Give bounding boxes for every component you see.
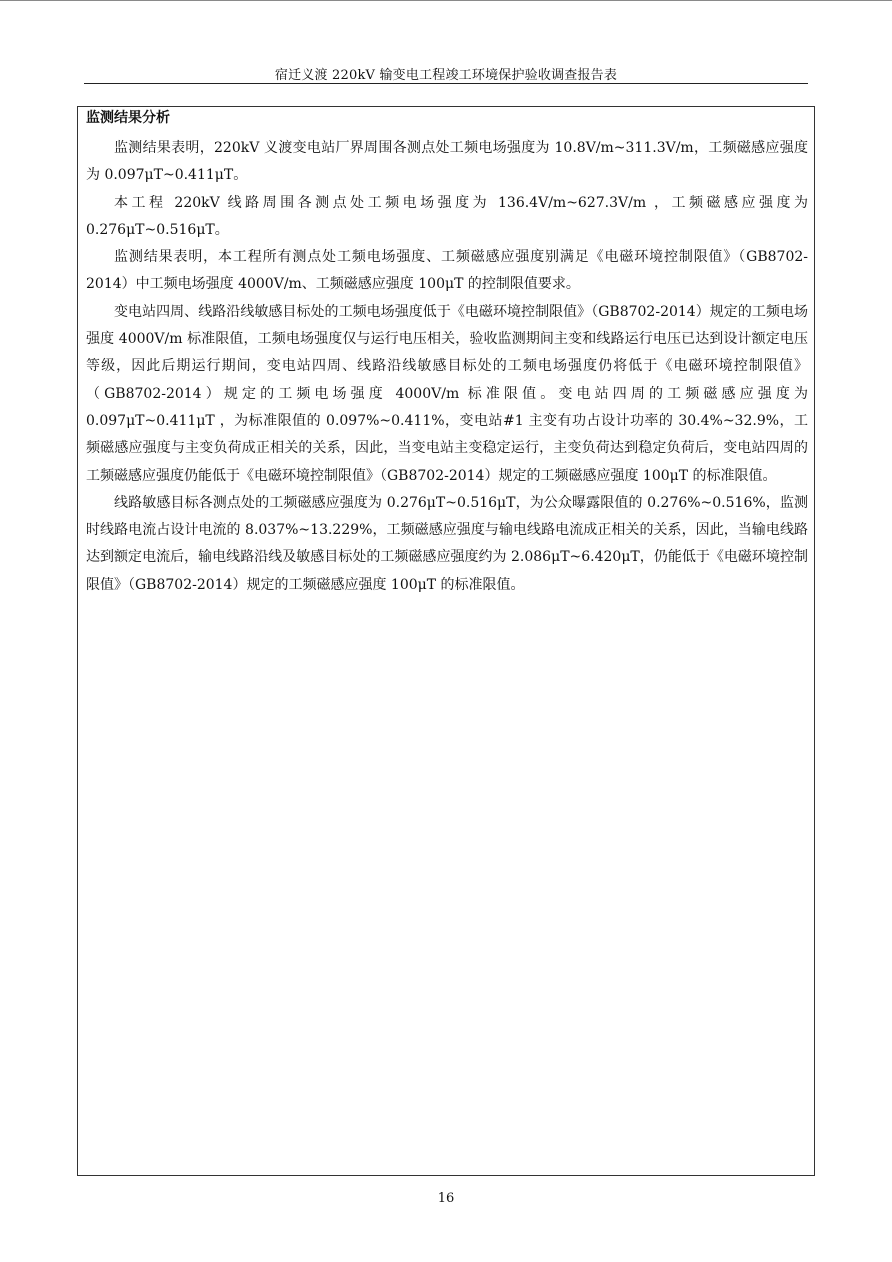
- paragraph-line-results: 本工程 220kV 线路周围各测点处工频电场强度为 136.4V/m~627.3V/m ，工频磁感应强度为 0.276μT~0.516μT。: [86, 194, 808, 238]
- header-divider: [84, 83, 808, 84]
- section-heading: 监测结果分析: [86, 110, 170, 126]
- paragraph-magnetic-field-analysis: 线路敏感目标各测点处的工频磁感应强度为 0.276μT~0.516μT，为公众曝露限值的 0.276%~0.516%，监测时线路电流占设计电流的 8.037%~13.229%，工频磁感应强度与输电线路电流成正相关的关系，因此，当输电线路达到额定电流后，输电线路沿线及敏感目标处的工频磁感应强度约为 2.086μT~6.420μT，仍能低于《电磁环境控制限值》（GB8702-2014）规定的工频磁感应强度 100μT 的标准限值。: [86, 494, 808, 593]
- document-header-title: 宿迁义渡 220kV 输变电工程竣工环境保护验收调查报告表: [274, 68, 618, 83]
- page-top-edge: [0, 0, 892, 1]
- paragraph-substation-results: 监测结果表明，220kV 义渡变电站厂界周围各测点处工频电场强度为 10.8V/m~311.3V/m，工频磁感应强度为 0.097μT~0.411μT。: [86, 140, 808, 184]
- page-number: 16: [437, 1191, 455, 1206]
- section-body: [86, 135, 808, 599]
- paragraph-electric-field-analysis: 变电站四周、线路沿线敏感目标处的工频电场强度低于《电磁环境控制限值》（GB8702-2014）规定的工频电场强度 4000V/m 标准限值，工频电场强度仅与运行电压相关，验收监测期间主变和线路运行电压已达到设计额定电压等级，因此后期运行期间，变电站四周、线路沿线敏感目标处的工频电场强度仍将低于《电磁环境控制限值》（GB8702-2014）规定的工频电场强度 4000V/m 标准限值。变电站四周的工频磁感应强度为 0.097μT~0.411μT ，为标准限值的 0.097%~0.411%，变电站#1 主变有功占设计功率的 30.4%~32.9%，工频磁感应强度与主变负荷成正相关的关系，因此，当变电站主变稳定运行，主变负荷达到稳定负荷后，变电站四周的工频磁感应强度仍能低于《电磁环境控制限值》（GB8702-2014）规定的工频磁感应强度 100μT 的标准限值。: [86, 303, 808, 484]
- paragraph-compliance: 监测结果表明，本工程所有测点处工频电场强度、工频磁感应强度别满足《电磁环境控制限值》（GB8702-2014）中工频电场强度 4000V/m、工频磁感应强度 100μT 的控制限值要求。: [86, 249, 808, 293]
